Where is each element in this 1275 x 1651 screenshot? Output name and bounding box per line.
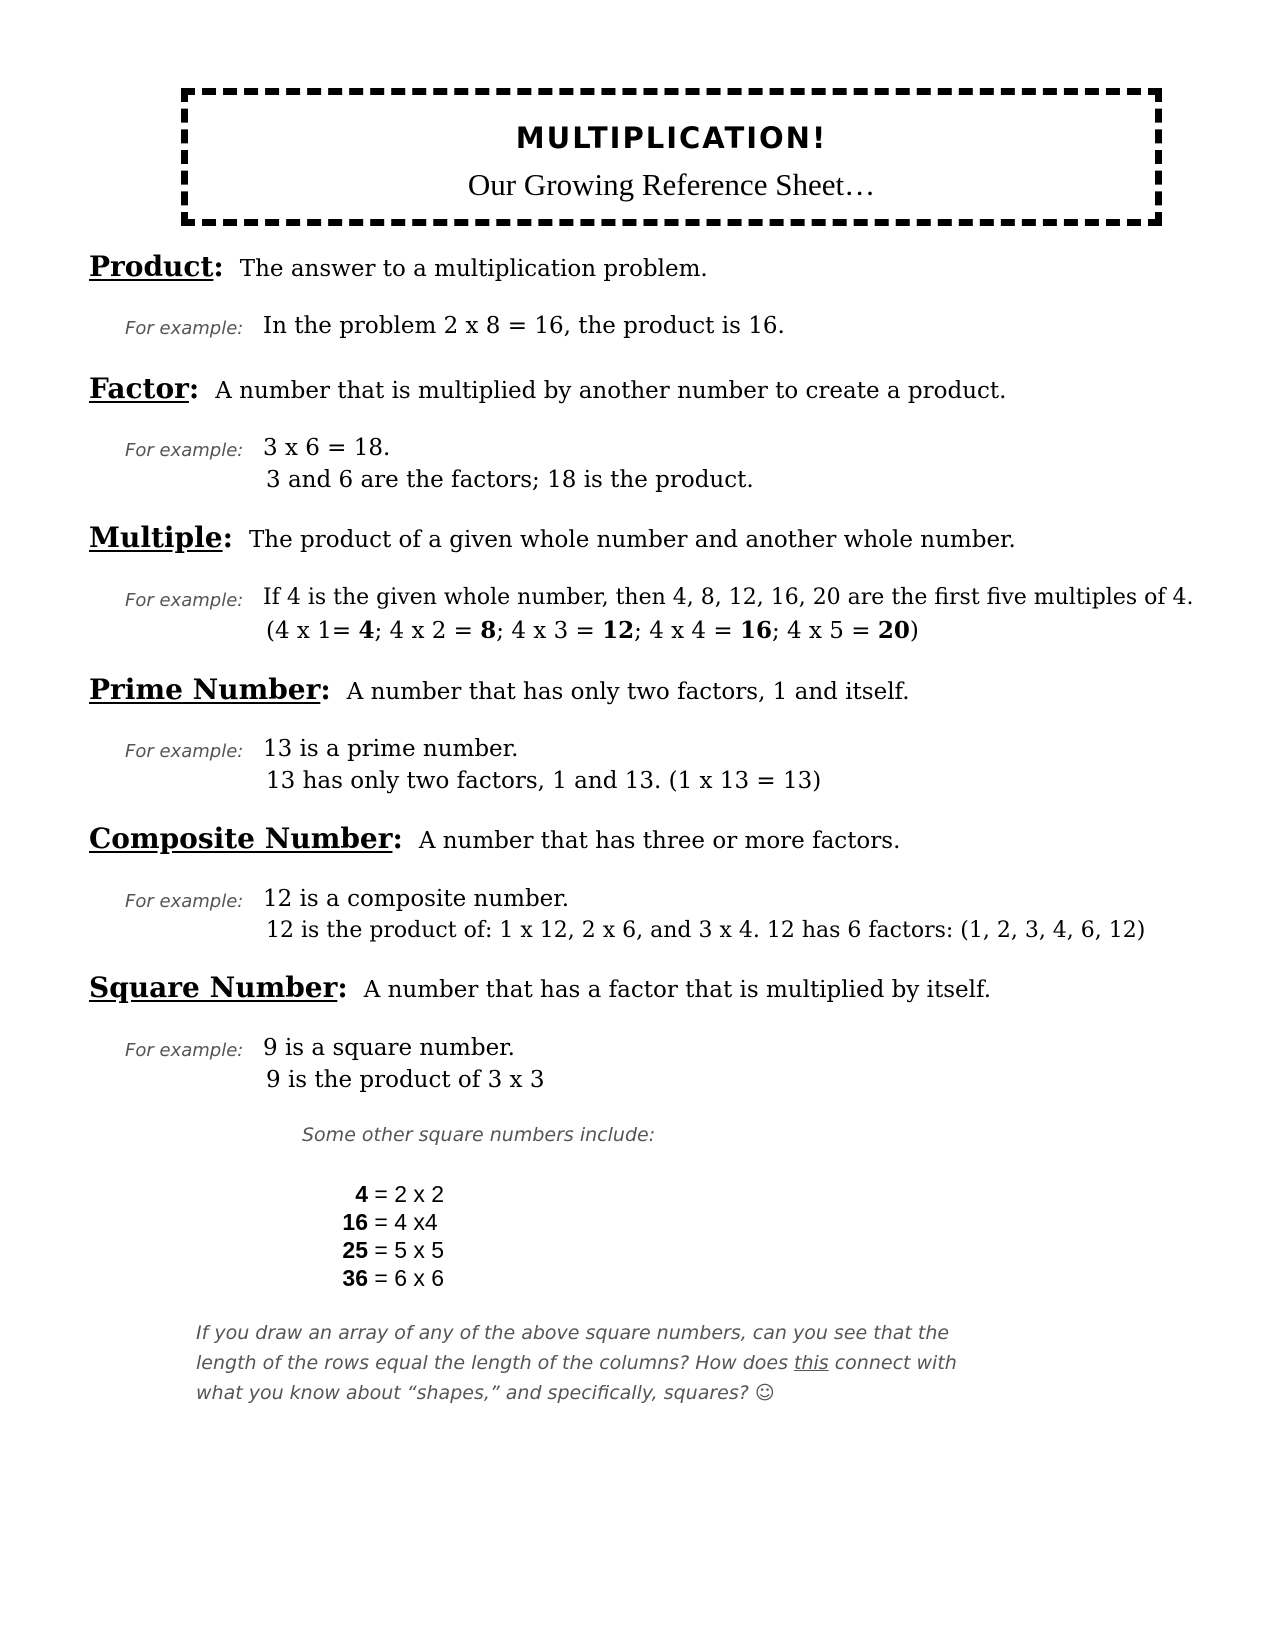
definition-text: A number that is multiplied by another number to create a product.: [215, 378, 1007, 404]
closing-text: connect with: [828, 1352, 957, 1374]
example-label: For example:: [125, 1040, 244, 1061]
term-composite-number: Composite Number: [89, 822, 393, 855]
term-colon: :: [222, 521, 233, 554]
definition-text: The answer to a multiplication problem.: [239, 256, 708, 282]
term-multiple: Multiple: [89, 521, 223, 554]
example-label: For example:: [125, 891, 244, 912]
closing-line-3: what you know about “shapes,” and specifically, squares? ☺: [196, 1382, 775, 1404]
multiples-of-four: (4 x 1= 4; 4 x 2 = 8; 4 x 3 = 12; 4 x 4 = 16; 4 x 5 = 20): [266, 617, 919, 644]
example-text: 3 and 6 are the factors; 18 is the product.: [266, 467, 754, 493]
definition-text: A number that has only two factors, 1 and itself.: [346, 679, 910, 705]
example-label: For example:: [125, 440, 244, 461]
multiple-result: 8: [480, 617, 497, 644]
example-label: For example:: [125, 318, 244, 339]
multiple-expr: 4 x 3 =: [511, 618, 603, 644]
term-product: Product: [89, 250, 214, 283]
square-expr: = 4 x4: [368, 1209, 438, 1235]
square-expr: = 6 x 6: [368, 1265, 445, 1291]
definition-text: A number that has a factor that is multiplied by itself.: [363, 977, 992, 1003]
multiple-result: 16: [739, 617, 772, 644]
multiple-expr: 4 x 1=: [274, 618, 359, 644]
square-value: 36: [342, 1265, 368, 1291]
square-value: 25: [342, 1237, 368, 1263]
term-colon: :: [188, 372, 200, 405]
header-box: [181, 88, 1162, 226]
page-title: MULTIPLICATION!: [515, 121, 828, 155]
square-numbers-intro: Some other square numbers include:: [302, 1124, 656, 1146]
multiple-definition: [89, 521, 1016, 554]
factor-definition: [89, 372, 1006, 405]
definition-text: The product of a given whole number and another whole number.: [248, 527, 1016, 553]
example-text: 13 has only two factors, 1 and 13. (1 x 13 = 13): [266, 768, 822, 794]
multiple-expr: 4 x 4 =: [649, 618, 740, 644]
example-text: 12 is a composite number.: [263, 886, 570, 912]
closing-line-2: [196, 1352, 957, 1374]
multiple-expr: 4 x 5 =: [787, 618, 878, 644]
example-text: 12 is the product of: 1 x 12, 2 x 6, and 3 x 4. 12 has 6 factors: (1, 2, 3, 4, 6, 12): [266, 918, 1146, 943]
example-text: 9 is the product of 3 x 3: [266, 1067, 545, 1093]
square-expr: = 2 x 2: [368, 1181, 445, 1207]
term-colon: :: [337, 971, 348, 1004]
term-factor: Factor: [89, 372, 189, 405]
page-subtitle: Our Growing Reference Sheet…: [467, 167, 876, 202]
square-number-item: [324, 1237, 444, 1264]
square-number-item: [324, 1209, 438, 1236]
example-label: For example:: [125, 590, 244, 611]
example-text: 9 is a square number.: [263, 1035, 515, 1061]
square-value: 4: [355, 1181, 368, 1207]
square-definition: [89, 971, 991, 1004]
example-text: In the problem 2 x 8 = 16, the product is 16.: [263, 313, 785, 339]
composite-definition: [89, 822, 900, 855]
square-number-item: [324, 1181, 444, 1208]
emphasized-word: this: [794, 1352, 829, 1374]
multiple-result: 20: [877, 617, 910, 644]
term-colon: :: [213, 250, 224, 283]
example-label: For example:: [125, 741, 244, 762]
square-expr: = 5 x 5: [368, 1237, 445, 1263]
term-colon: :: [320, 673, 331, 706]
example-text: If 4 is the given whole number, then 4, 8, 12, 16, 20 are the first five multiples of 4.: [263, 585, 1194, 610]
example-text: 3 x 6 = 18.: [263, 435, 391, 461]
prime-definition: [89, 673, 910, 706]
multiple-result: 12: [602, 617, 635, 644]
closing-line-1: If you draw an array of any of the above square numbers, can you see that the: [196, 1322, 950, 1344]
example-text: 13 is a prime number.: [263, 736, 519, 762]
definition-text: A number that has three or more factors.: [418, 828, 901, 854]
multiple-result: 4: [358, 617, 375, 644]
square-number-item: [324, 1265, 444, 1292]
term-square-number: Square Number: [89, 971, 338, 1004]
product-definition: [89, 250, 708, 283]
closing-text: length of the rows equal the length of the columns? How does: [196, 1352, 795, 1374]
multiple-expr: 4 x 2 =: [389, 618, 481, 644]
square-value: 16: [342, 1209, 368, 1235]
term-prime-number: Prime Number: [89, 673, 321, 706]
term-colon: :: [392, 822, 403, 855]
